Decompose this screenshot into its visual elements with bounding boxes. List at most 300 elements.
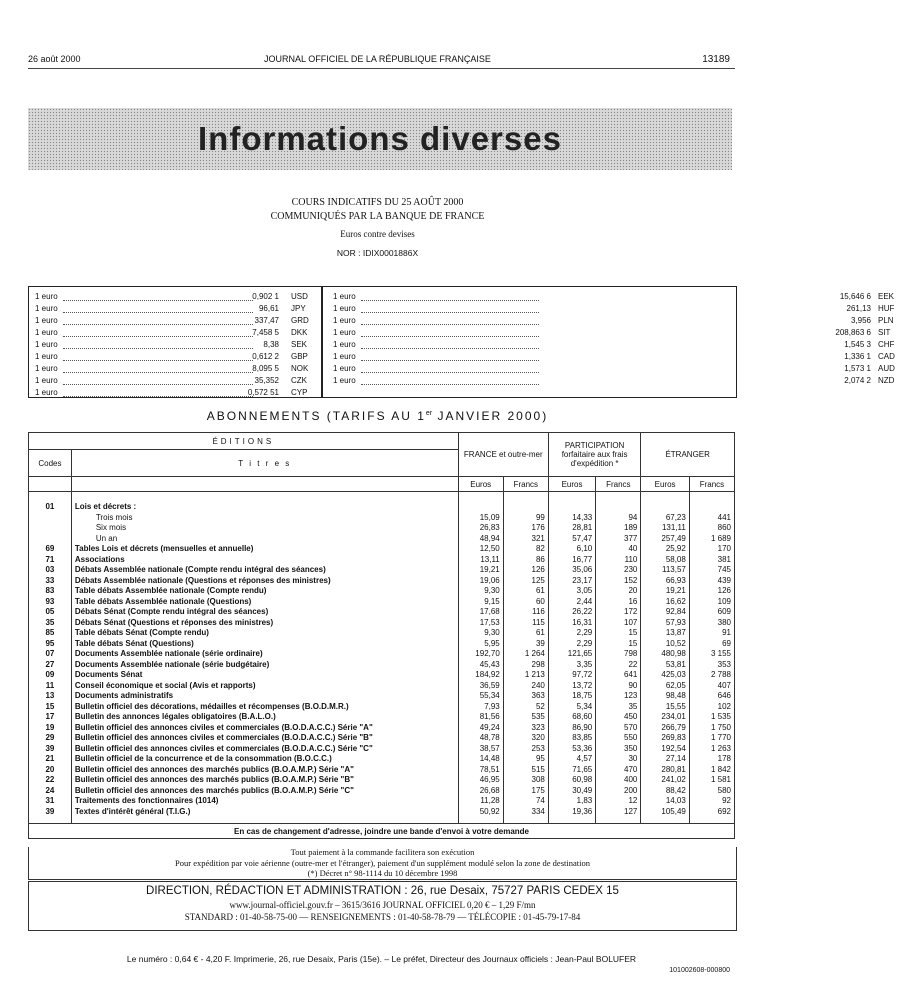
row-france-francs: 515 [503, 765, 548, 776]
table-row [29, 733, 735, 744]
row-etranger-euros: 67,23 [641, 513, 689, 524]
row-code: 07 [29, 649, 72, 660]
rate-row [35, 351, 321, 362]
rate-value: 1,573 1 [844, 364, 871, 373]
abonnements-title-text: ABONNEMENTS (TARIFS AU 1 [206, 409, 426, 423]
rate-label: 1 euro [333, 292, 356, 301]
row-participation-euros: 1,83 [548, 796, 595, 807]
row-title: Conseil économique et social (Avis et rapports) [71, 681, 458, 692]
row-france-euros: 55,34 [458, 691, 503, 702]
row-participation-francs: 22 [596, 660, 641, 671]
rate-row [333, 327, 908, 338]
row-etranger-euros: 15,55 [641, 702, 689, 713]
rate-label: 1 euro [35, 304, 58, 313]
table-row [29, 702, 735, 713]
col-titres-spacer [71, 477, 458, 492]
row-participation-francs: 172 [596, 607, 641, 618]
rate-dots [63, 327, 253, 337]
row-participation-euros [548, 502, 595, 513]
table-row [29, 744, 735, 755]
row-code [29, 523, 72, 534]
row-code: 71 [29, 555, 72, 566]
print-code: 101002608-000800 [669, 967, 730, 974]
header-page-number: 13189 [702, 54, 730, 65]
table-row [29, 597, 735, 608]
rate-label: 1 euro [35, 328, 58, 337]
row-etranger-euros: 269,83 [641, 733, 689, 744]
rate-label: 1 euro [35, 352, 58, 361]
table-row [29, 607, 735, 618]
row-code: 83 [29, 586, 72, 597]
row-etranger-francs: 1 263 [689, 744, 734, 755]
rate-value: 8,38 [263, 340, 279, 349]
table-row [29, 681, 735, 692]
rate-currency: DKK [291, 328, 308, 337]
table-row [29, 513, 735, 524]
row-france-francs: 334 [503, 807, 548, 818]
row-etranger-euros: 480,98 [641, 649, 689, 660]
rate-dots [361, 315, 539, 325]
row-etranger-euros: 53,81 [641, 660, 689, 671]
row-france-euros: 46,95 [458, 775, 503, 786]
row-title: Table débats Sénat (Questions) [71, 639, 458, 650]
table-row [29, 723, 735, 734]
table-row [29, 796, 735, 807]
row-etranger-francs: 380 [689, 618, 734, 629]
row-etranger-francs: 2 788 [689, 670, 734, 681]
rate-row [35, 375, 321, 386]
rate-label: 1 euro [333, 340, 356, 349]
row-title: Documents Assemblée nationale (série ordinaire) [71, 649, 458, 660]
table-row [29, 628, 735, 639]
col-france: FRANCE et outre-mer [458, 433, 548, 477]
row-france-euros: 19,06 [458, 576, 503, 587]
row-france-francs: 253 [503, 744, 548, 755]
rate-dots [63, 315, 253, 325]
row-france-euros: 36,59 [458, 681, 503, 692]
row-france-euros: 11,28 [458, 796, 503, 807]
rate-dots [63, 363, 253, 373]
row-title: Bulletin officiel des décorations, médailles et récompenses (B.O.D.M.R.) [71, 702, 458, 713]
row-participation-francs: 230 [596, 565, 641, 576]
row-participation-francs: 15 [596, 639, 641, 650]
rate-value: 1,336 1 [844, 352, 871, 361]
row-participation-francs: 470 [596, 765, 641, 776]
rate-currency: EEK [878, 292, 895, 301]
row-france-francs: 323 [503, 723, 548, 734]
row-etranger-francs: 692 [689, 807, 734, 818]
row-france-francs: 1 213 [503, 670, 548, 681]
rate-currency: CAD [878, 352, 895, 361]
row-france-francs: 125 [503, 576, 548, 587]
row-participation-francs: 110 [596, 555, 641, 566]
row-code: 13 [29, 691, 72, 702]
exchange-rates-box [28, 286, 895, 398]
row-participation-euros: 16,77 [548, 555, 595, 566]
col-participation: PARTICIPATION forfaitaire aux frais d'expédition * [548, 433, 640, 477]
rate-label: 1 euro [35, 364, 58, 373]
row-france-euros: 9,30 [458, 586, 503, 597]
expedition-note: Pour expédition par voie aérienne (outre-mer et l'étranger), paiement d'un supplément modulé selon la zone de destination [175, 857, 590, 868]
rate-row [333, 315, 908, 326]
rate-value: 0,902 1 [252, 292, 279, 301]
row-code [29, 534, 72, 545]
row-title: Un an [71, 534, 458, 545]
row-france-euros: 17,68 [458, 607, 503, 618]
row-code: 09 [29, 670, 72, 681]
row-participation-euros: 3,05 [548, 586, 595, 597]
direction-address: DIRECTION, RÉDACTION ET ADMINISTRATION : 26, rue Desaix, 75727 PARIS CEDEX 15 [146, 885, 619, 897]
rate-dots [361, 291, 539, 301]
row-france-euros: 78,51 [458, 765, 503, 776]
row-title: Bulletin des annonces légales obligatoires (B.A.L.O.) [71, 712, 458, 723]
row-code: 31 [29, 796, 72, 807]
rate-currency: HUF [878, 304, 895, 313]
rate-dots [63, 375, 253, 385]
row-etranger-euros: 280,81 [641, 765, 689, 776]
rate-value: 337,47 [254, 316, 279, 325]
row-france-euros: 48,78 [458, 733, 503, 744]
sub-euros: Euros [458, 477, 503, 492]
table-row [29, 523, 735, 534]
row-france-euros: 9,30 [458, 628, 503, 639]
rate-row [35, 315, 321, 326]
row-etranger-francs: 69 [689, 639, 734, 650]
row-etranger-euros: 241,02 [641, 775, 689, 786]
row-france-francs [503, 502, 548, 513]
row-code: 35 [29, 618, 72, 629]
row-participation-francs: 550 [596, 733, 641, 744]
row-title: Table débats Assemblée nationale (Compte rendu) [71, 586, 458, 597]
row-participation-euros: 30,49 [548, 786, 595, 797]
rates-divider [321, 287, 323, 397]
row-etranger-francs: 102 [689, 702, 734, 713]
row-code: 85 [29, 628, 72, 639]
rate-label: 1 euro [333, 328, 356, 337]
abonnements-title-end: JANVIER 2000) [432, 409, 549, 423]
row-title: Débats Sénat (Questions et réponses des ministres) [71, 618, 458, 629]
header-journal: JOURNAL OFFICIEL DE LA RÉPUBLIQUE FRANÇAISE [264, 54, 491, 64]
row-etranger-euros: 66,93 [641, 576, 689, 587]
rate-label: 1 euro [333, 352, 356, 361]
row-etranger-euros: 19,21 [641, 586, 689, 597]
rate-dots [361, 303, 539, 313]
row-participation-euros: 53,36 [548, 744, 595, 755]
direction-phones: STANDARD : 01-40-58-75-00 — RENSEIGNEMENTS : 01-40-58-78-79 — TÉLÉCOPIE : 01-45-79-17-84 [184, 912, 581, 922]
row-france-francs: 535 [503, 712, 548, 723]
rate-currency: JPY [291, 304, 306, 313]
rate-label: 1 euro [35, 340, 58, 349]
rate-row [35, 327, 321, 338]
row-participation-francs: 570 [596, 723, 641, 734]
row-france-euros: 13,11 [458, 555, 503, 566]
rate-label: 1 euro [333, 304, 356, 313]
rate-value: 208,863 6 [835, 328, 871, 337]
sub-francs: Francs [689, 477, 734, 492]
row-etranger-francs: 860 [689, 523, 734, 534]
row-participation-euros: 71,65 [548, 765, 595, 776]
row-etranger-francs: 126 [689, 586, 734, 597]
row-france-francs: 74 [503, 796, 548, 807]
rate-dots [361, 327, 539, 337]
rate-label: 1 euro [333, 376, 356, 385]
banner-title: Informations diverses [198, 120, 562, 157]
sub-francs: Francs [596, 477, 641, 492]
rate-row [35, 291, 321, 302]
row-france-francs: 61 [503, 586, 548, 597]
rate-value: 35,352 [254, 376, 279, 385]
row-etranger-francs: 1 842 [689, 765, 734, 776]
row-participation-euros: 2,44 [548, 597, 595, 608]
table-row [29, 502, 735, 513]
rate-row [333, 375, 908, 386]
rate-label: 1 euro [333, 316, 356, 325]
col-titres: T i t r e s [71, 450, 458, 477]
table-row [29, 807, 735, 818]
rate-row [35, 303, 321, 314]
row-code: 15 [29, 702, 72, 713]
row-france-francs: 95 [503, 754, 548, 765]
row-france-euros: 14,48 [458, 754, 503, 765]
row-participation-euros: 28,81 [548, 523, 595, 534]
row-etranger-francs: 580 [689, 786, 734, 797]
rate-value: 96,61 [258, 304, 279, 313]
row-participation-euros: 2,29 [548, 628, 595, 639]
row-etranger-euros: 58,08 [641, 555, 689, 566]
table-row [29, 775, 735, 786]
row-participation-euros: 121,65 [548, 649, 595, 660]
rate-row [333, 363, 908, 374]
sub-francs: Francs [503, 477, 548, 492]
table-row [29, 639, 735, 650]
row-title: Associations [71, 555, 458, 566]
header-date: 26 août 2000 [28, 54, 81, 64]
row-participation-euros: 19,36 [548, 807, 595, 818]
table-row [29, 670, 735, 681]
row-france-francs: 1 264 [503, 649, 548, 660]
rate-currency: PLN [878, 316, 894, 325]
row-title: Bulletin officiel des annonces civiles et commerciales (B.O.D.A.C.C.) Série "C" [71, 744, 458, 755]
abonnements-table [28, 432, 735, 839]
row-etranger-euros: 62,05 [641, 681, 689, 692]
table-row [29, 765, 735, 776]
row-code: 29 [29, 733, 72, 744]
row-etranger-euros: 257,49 [641, 534, 689, 545]
row-participation-francs: 152 [596, 576, 641, 587]
row-france-euros: 50,92 [458, 807, 503, 818]
row-title: Débats Assemblée nationale (Questions et réponses des ministres) [71, 576, 458, 587]
row-title: Bulletin officiel des annonces des marchés publics (B.O.A.M.P.) Série "A" [71, 765, 458, 776]
row-participation-francs: 107 [596, 618, 641, 629]
row-france-euros: 38,57 [458, 744, 503, 755]
row-participation-euros: 86,90 [548, 723, 595, 734]
row-title: Table débats Sénat (Compte rendu) [71, 628, 458, 639]
row-title: Table débats Assemblée nationale (Questions) [71, 597, 458, 608]
table-row [29, 565, 735, 576]
rate-dots [63, 339, 253, 349]
row-participation-euros: 26,22 [548, 607, 595, 618]
rate-currency: SIT [878, 328, 891, 337]
rate-value: 15,646 6 [839, 292, 871, 301]
row-etranger-francs: 3 155 [689, 649, 734, 660]
row-title: Débats Sénat (Compte rendu intégral des séances) [71, 607, 458, 618]
row-code: 39 [29, 744, 72, 755]
row-etranger-francs: 609 [689, 607, 734, 618]
rate-row [333, 351, 908, 362]
row-france-euros: 19,21 [458, 565, 503, 576]
row-etranger-euros: 27,14 [641, 754, 689, 765]
col-etranger: ÉTRANGER [641, 433, 735, 477]
row-etranger-euros: 14,03 [641, 796, 689, 807]
row-france-euros [458, 502, 503, 513]
address-change-note: En cas de changement d'adresse, joindre une bande d'envoi à votre demande [29, 824, 735, 839]
rate-row [35, 339, 321, 350]
row-etranger-francs: 109 [689, 597, 734, 608]
row-participation-francs: 200 [596, 786, 641, 797]
row-etranger-francs: 353 [689, 660, 734, 671]
row-code: 19 [29, 723, 72, 734]
row-participation-francs: 12 [596, 796, 641, 807]
row-participation-euros: 68,60 [548, 712, 595, 723]
row-code: 21 [29, 754, 72, 765]
row-etranger-euros: 266,79 [641, 723, 689, 734]
cours-title: COURS INDICATIFS DU 25 AOÛT 2000 [291, 197, 464, 208]
row-code: 93 [29, 597, 72, 608]
row-participation-francs: 40 [596, 544, 641, 555]
row-participation-francs: 798 [596, 649, 641, 660]
direction-box [28, 881, 737, 931]
table-row [29, 618, 735, 629]
row-france-euros: 26,83 [458, 523, 503, 534]
bottom-line: Le numéro : 0,64 € - 4,20 F. Imprimerie, 26, rue Desaix, Paris (15e). – Le préfet, Directeur des Journaux officiels : Jean-Paul BOLUFER [126, 954, 637, 964]
row-participation-euros: 83,85 [548, 733, 595, 744]
rate-label: 1 euro [35, 292, 58, 301]
row-participation-francs: 450 [596, 712, 641, 723]
rate-dots [63, 303, 253, 313]
rate-label: 1 euro [35, 376, 58, 385]
row-code: 24 [29, 786, 72, 797]
row-title: Bulletin officiel de la concurrence et de la consommation (B.O.C.C.) [71, 754, 458, 765]
row-participation-euros: 23,17 [548, 576, 595, 587]
row-france-francs: 115 [503, 618, 548, 629]
header-rule [28, 68, 735, 69]
row-participation-francs: 35 [596, 702, 641, 713]
row-france-euros: 15,09 [458, 513, 503, 524]
row-france-francs: 52 [503, 702, 548, 713]
sub-euros: Euros [641, 477, 689, 492]
row-participation-francs: 377 [596, 534, 641, 545]
row-participation-euros: 2,29 [548, 639, 595, 650]
row-etranger-francs: 91 [689, 628, 734, 639]
row-etranger-francs: 1 535 [689, 712, 734, 723]
row-participation-euros: 13,72 [548, 681, 595, 692]
row-participation-euros: 60,98 [548, 775, 595, 786]
abonnements-title-sup: er [425, 410, 433, 417]
table-row [29, 660, 735, 671]
rate-row [35, 363, 321, 374]
rate-currency: GRD [291, 316, 309, 325]
rate-label: 1 euro [333, 364, 356, 373]
row-code: 39 [29, 807, 72, 818]
rate-dots [63, 291, 253, 301]
rate-value: 8,095 5 [252, 364, 279, 373]
row-france-euros: 49,24 [458, 723, 503, 734]
row-title: Documents administratifs [71, 691, 458, 702]
row-etranger-francs: 441 [689, 513, 734, 524]
rate-currency: CYP [291, 388, 308, 397]
rate-dots [361, 351, 539, 361]
row-code: 17 [29, 712, 72, 723]
row-etranger-francs: 178 [689, 754, 734, 765]
row-code [29, 513, 72, 524]
row-participation-francs: 189 [596, 523, 641, 534]
row-etranger-euros: 88,42 [641, 786, 689, 797]
row-france-francs: 308 [503, 775, 548, 786]
row-france-francs: 321 [503, 534, 548, 545]
col-editions: ÉDITIONS [29, 433, 459, 450]
abonnements-title [0, 409, 755, 423]
row-participation-euros: 5,34 [548, 702, 595, 713]
row-etranger-francs [689, 502, 734, 513]
row-france-euros: 17,53 [458, 618, 503, 629]
row-france-francs: 126 [503, 565, 548, 576]
row-etranger-euros: 105,49 [641, 807, 689, 818]
row-etranger-francs: 407 [689, 681, 734, 692]
row-etranger-euros: 131,11 [641, 523, 689, 534]
row-etranger-francs: 381 [689, 555, 734, 566]
rate-currency: SEK [291, 340, 308, 349]
row-title: Traitements des fonctionnaires (1014) [71, 796, 458, 807]
table-row [29, 534, 735, 545]
rate-value: 0,572 51 [247, 388, 279, 397]
rate-dots [361, 375, 539, 385]
decret-note: (*) Décret n° 98-1114 du 10 décembre 1998 [307, 868, 458, 878]
row-participation-euros: 18,75 [548, 691, 595, 702]
row-participation-euros: 4,57 [548, 754, 595, 765]
row-code: 27 [29, 660, 72, 671]
row-code: 11 [29, 681, 72, 692]
rate-row [333, 339, 908, 350]
row-etranger-francs: 1 750 [689, 723, 734, 734]
row-etranger-euros: 13,87 [641, 628, 689, 639]
row-france-euros: 12,50 [458, 544, 503, 555]
rate-value: 1,545 3 [844, 340, 871, 349]
row-code: 22 [29, 775, 72, 786]
row-participation-euros: 97,72 [548, 670, 595, 681]
row-participation-euros: 14,33 [548, 513, 595, 524]
row-participation-francs [596, 502, 641, 513]
row-etranger-euros: 92,84 [641, 607, 689, 618]
row-participation-francs: 30 [596, 754, 641, 765]
row-participation-francs: 90 [596, 681, 641, 692]
row-france-euros: 192,70 [458, 649, 503, 660]
row-france-francs: 240 [503, 681, 548, 692]
row-title: Six mois [71, 523, 458, 534]
row-title: Bulletin officiel des annonces des marchés publics (B.O.A.M.P.) Série "C" [71, 786, 458, 797]
rate-value: 2,074 2 [844, 376, 871, 385]
row-france-francs: 298 [503, 660, 548, 671]
rate-currency: USD [291, 292, 308, 301]
sub-euros: Euros [548, 477, 595, 492]
rate-currency: GBP [291, 352, 308, 361]
row-participation-francs: 127 [596, 807, 641, 818]
table-row [29, 544, 735, 555]
row-france-francs: 176 [503, 523, 548, 534]
nor-reference: NOR : IDIX0001886X [336, 248, 419, 258]
table-row [29, 786, 735, 797]
table-row [29, 576, 735, 587]
payment-notes [28, 847, 737, 880]
